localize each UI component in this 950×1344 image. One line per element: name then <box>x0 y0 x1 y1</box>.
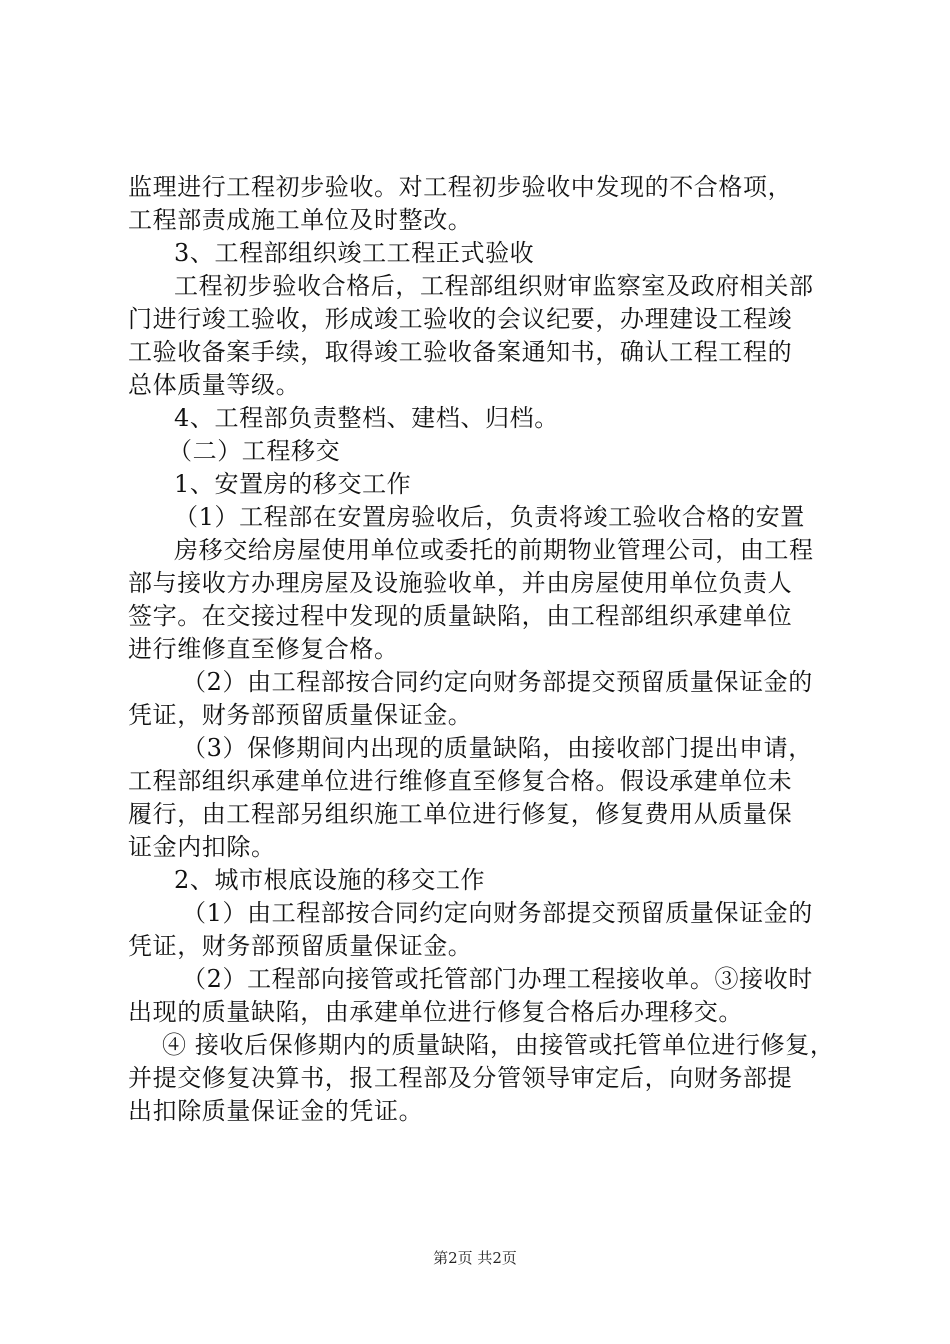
text-line-26: 出现的质量缺陷，由承建单位进行修复合格后办理移交。 <box>128 998 743 1026</box>
text-line-20: 履行，由工程部另组织施工单位进行修复，修复费用从质量保 <box>128 800 793 828</box>
text-line-25: （2）工程部向接管或托管部门办理工程接收单。③接收时 <box>182 965 813 993</box>
text-line-5: 门进行竣工验收，形成竣工验收的会议纪要，办理建设工程竣 <box>128 305 793 333</box>
text-line-17: 凭证，财务部预留质量保证金。 <box>128 701 473 729</box>
section-heading-4: 4、工程部负责整档、建档、归档。 <box>174 404 559 432</box>
text-line-27: ④ 接收后保修期内的质量缺陷，由接管或托管单位进行修复， <box>162 1031 835 1059</box>
text-line-13: 部与接收方办理房屋及设施验收单，并由房屋使用单位负责人 <box>128 569 793 597</box>
page-number-footer: 第2页 共2页 <box>433 1249 517 1267</box>
subsection-heading-2: 2、城市根底设施的移交工作 <box>174 866 486 894</box>
text-line-11: （1）工程部在安置房验收后，负责将竣工验收合格的安置 <box>174 503 805 531</box>
text-line-4: 工程初步验收合格后，工程部组织财审监察室及政府相关部 <box>174 272 814 300</box>
text-line-21: 证金内扣除。 <box>128 833 276 861</box>
section-heading-2: （二）工程移交 <box>168 437 341 465</box>
text-line-1: 监理进行工程初步验收。对工程初步验收中发现的不合格项， <box>128 173 793 201</box>
text-line-14: 签字。在交接过程中发现的质量缺陷，由工程部组织承建单位 <box>128 602 793 630</box>
text-line-7: 总体质量等级。 <box>128 371 301 399</box>
text-line-18: （3）保修期间内出现的质量缺陷，由接收部门提出申请， <box>182 734 813 762</box>
text-line-29: 出扣除质量保证金的凭证。 <box>128 1097 424 1125</box>
text-line-23: （1）由工程部按合同约定向财务部提交预留质量保证金的 <box>182 899 813 927</box>
text-line-16: （2）由工程部按合同约定向财务部提交预留质量保证金的 <box>182 668 813 696</box>
text-line-6: 工验收备案手续，取得竣工验收备案通知书，确认工程工程的 <box>128 338 793 366</box>
subsection-heading-1: 1、安置房的移交工作 <box>174 470 412 498</box>
text-line-15: 进行维修直至修复合格。 <box>128 635 399 663</box>
text-line-24: 凭证，财务部预留质量保证金。 <box>128 932 473 960</box>
text-line-12: 房移交给房屋使用单位或委托的前期物业管理公司，由工程 <box>174 536 814 564</box>
text-line-28: 并提交修复决算书，报工程部及分管领导审定后，向财务部提 <box>128 1064 793 1092</box>
text-line-2: 工程部责成施工单位及时整改。 <box>128 206 473 234</box>
text-line-19: 工程部组织承建单位进行维修直至修复合格。假设承建单位未 <box>128 767 793 795</box>
section-heading-3: 3、工程部组织竣工工程正式验收 <box>174 239 535 267</box>
